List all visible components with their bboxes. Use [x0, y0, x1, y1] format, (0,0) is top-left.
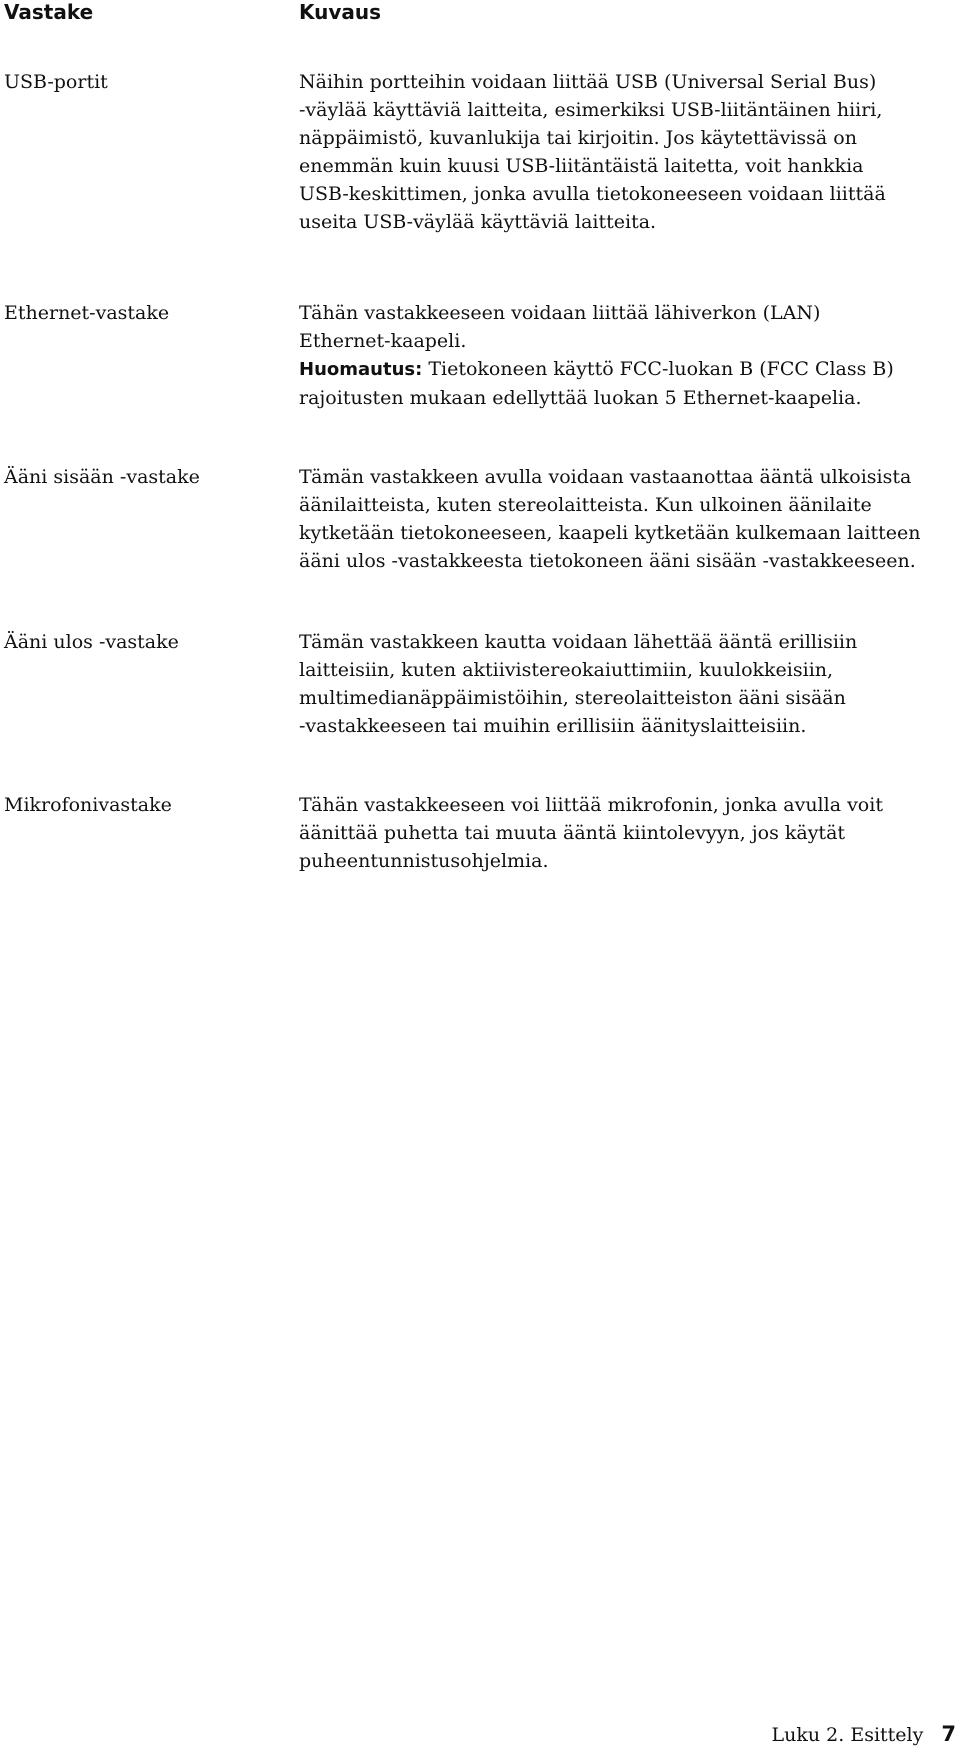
table-row: [0, 299, 960, 411]
row-description: [299, 628, 951, 740]
description-line: useita USB-väylää käyttäviä laitteita.: [299, 211, 657, 233]
description-line: Ethernet-kaapeli.: [299, 330, 467, 352]
row-description: [299, 68, 951, 236]
description-line: laitteisiin, kuten aktiivistereokaiuttimiin, kuulokkeisiin,: [299, 659, 834, 681]
table-header: [0, 0, 960, 28]
row-term: Ethernet-vastake: [4, 302, 170, 324]
row-term: Mikrofonivastake: [4, 794, 172, 816]
header-term: Vastake: [4, 0, 94, 24]
description-line: Tämän vastakkeen kautta voidaan lähettää ääntä erillisiin: [299, 631, 858, 653]
row-term: Ääni ulos -vastake: [4, 631, 179, 653]
description-line: kytketään tietokoneeseen, kaapeli kytketään kulkemaan laitteen: [299, 522, 921, 544]
description-line: USB-keskittimen, jonka avulla tietokoneeseen voidaan liittää: [299, 183, 886, 205]
description-line: multimedianäppäimistöihin, stereolaitteiston ääni sisään: [299, 687, 846, 709]
description-line: -väylää käyttäviä laitteita, esimerkiksi USB-liitäntäinen hiiri,: [299, 99, 883, 121]
page-footer: [772, 1720, 956, 1749]
note-label: Huomautus:: [299, 359, 423, 380]
table-row: [0, 791, 960, 875]
chapter-label: Luku 2. Esittely: [771, 1724, 924, 1746]
table-row: [0, 463, 960, 575]
row-term: USB-portit: [4, 71, 108, 93]
description-line: ääni ulos -vastakkeesta tietokoneen ääni sisään -vastakkeeseen.: [299, 550, 916, 572]
header-description: Kuvaus: [299, 0, 382, 24]
description-line: äänilaitteista, kuten stereolaitteista. Kun ulkoinen äänilaite: [299, 494, 872, 516]
row-description: [299, 791, 951, 875]
row-description: [299, 463, 951, 575]
page-number: 7: [941, 1722, 956, 1746]
description-line: enemmän kuin kuusi USB-liitäntäistä laitetta, voit hankkia: [299, 155, 864, 177]
description-line: näppäimistö, kuvanlukija tai kirjoitin. Jos käytettävissä on: [299, 127, 857, 149]
row-term: Ääni sisään -vastake: [4, 466, 200, 488]
note-text: Tietokoneen käyttö FCC-luokan B (FCC Class B): [422, 358, 894, 380]
table-row: [0, 68, 960, 238]
note-line: rajoitusten mukaan edellyttää luokan 5 Ethernet-kaapelia.: [299, 387, 862, 409]
description-line: Tämän vastakkeen avulla voidaan vastaanottaa ääntä ulkoisista: [299, 466, 912, 488]
description-line: Tähän vastakkeeseen voidaan liittää lähiverkon (LAN): [299, 302, 821, 324]
description-line: Näihin portteihin voidaan liittää USB (Universal Serial Bus): [299, 71, 877, 93]
table-row: [0, 628, 960, 740]
description-line: äänittää puhetta tai muuta ääntä kiintolevyyn, jos käytät: [299, 822, 846, 844]
note: [299, 355, 951, 384]
description-line: puheentunnistusohjelmia.: [299, 850, 549, 872]
description-line: Tähän vastakkeeseen voi liittää mikrofonin, jonka avulla voit: [299, 794, 883, 816]
row-description: [299, 299, 951, 412]
description-line: -vastakkeeseen tai muihin erillisiin äänityslaitteisiin.: [299, 715, 807, 737]
